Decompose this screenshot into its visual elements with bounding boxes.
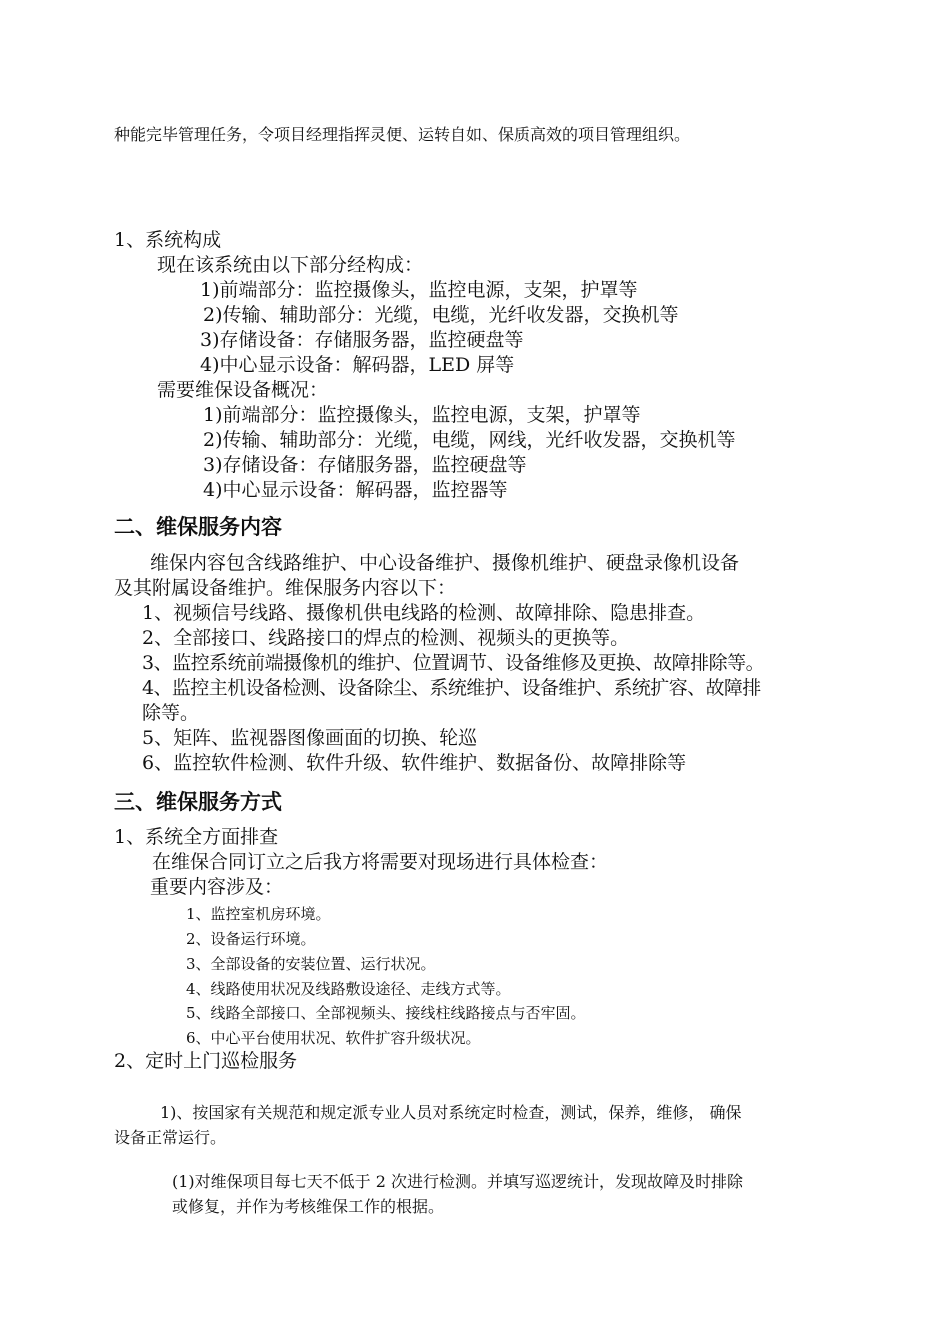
component-item: 4)中心显示设备：解码器，LED 屏等 (200, 354, 515, 376)
check-item: 2、设备运行环境。 (186, 930, 316, 948)
component-item: 1)前端部分：监控摄像头，监控电源，支架，护罩等 (200, 279, 638, 301)
section3-title: 三、维保服务方式 (114, 789, 282, 814)
check-item: 3、全部设备的安装位置、运行状况。 (186, 955, 436, 973)
paragraph1-line1: 1)、按国家有关规范和规定派专业人员对系统定时检查，测试，保养，维修， 确保 (160, 1103, 742, 1122)
service-item-continuation: 除等。 (142, 702, 200, 724)
component-item: 2)传输、辅助部分：光缆，电缆，光纤收发器，交换机等 (203, 304, 679, 326)
maint-item: 3)存储设备：存储服务器，监控硬盘等 (203, 454, 527, 476)
check-item: 1、监控室机房环境。 (186, 905, 331, 923)
paragraph2-line2: 或修复，并作为考核维保工作的根据。 (172, 1197, 445, 1216)
component-item: 3)存储设备：存储服务器，监控硬盘等 (200, 329, 524, 351)
section2-paragraph-line2: 及其附属设备维护。维保服务内容以下： (114, 577, 457, 599)
maint-item: 1)前端部分：监控摄像头，监控电源，支架，护罩等 (203, 404, 641, 426)
subsection2-heading: 2、定时上门巡检服务 (114, 1050, 298, 1072)
service-item: 2、全部接口、线路接口的焊点的检测、视频头的更换等。 (142, 627, 630, 649)
paragraph1-line2: 设备正常运行。 (114, 1128, 227, 1147)
intro-paragraph-tail: 种能完毕管理任务，令项目经理指挥灵便、运转自如、保质高效的项目管理组织。 (114, 125, 691, 144)
subsection1-heading: 1、系统全方面排查 (114, 826, 279, 848)
subsection1-line2: 重要内容涉及： (150, 876, 284, 898)
maint-item: 2)传输、辅助部分：光缆，电缆，网线，光纤收发器，交换机等 (203, 429, 736, 451)
paragraph2-line1: (1)对维保项目每七天不低于 2 次进行检测。并填写巡逻统计，发现故障及时排除 (172, 1172, 744, 1191)
subsection1-line1: 在维保合同订立之后我方将需要对现场进行具体检查： (152, 851, 609, 873)
section2-paragraph-line1: 维保内容包含线路维护、中心设备维护、摄像机维护、硬盘录像机设备 (150, 552, 740, 574)
service-item: 6、监控软件检测、软件升级、软件维护、数据备份、故障排除等 (142, 752, 687, 774)
check-item: 5、线路全部接口、全部视频头、接线柱线路接点与否牢固。 (186, 1004, 586, 1022)
section2-title: 二、维保服务内容 (114, 514, 282, 539)
check-item: 4、线路使用状况及线路敷设途径、走线方式等。 (186, 980, 511, 998)
service-item: 1、视频信号线路、摄像机供电线路的检测、故障排除、隐患排查。 (142, 602, 706, 624)
maint-intro: 需要维保设备概况： (157, 379, 329, 401)
maint-item: 4)中心显示设备：解码器，监控器等 (203, 479, 508, 501)
check-item: 6、中心平台使用状况、软件扩容升级状况。 (186, 1029, 481, 1047)
components-intro: 现在该系统由以下部分经构成： (157, 254, 424, 276)
service-item: 4、监控主机设备检测、设备除尘、系统维护、设备维护、系统扩容、故障排 (142, 677, 761, 699)
service-item: 5、矩阵、监视器图像画面的切换、轮巡 (142, 727, 478, 749)
service-item: 3、监控系统前端摄像机的维护、位置调节、设备维修及更换、故障排除等。 (142, 652, 765, 674)
system-heading: 1、系统构成 (114, 229, 222, 251)
